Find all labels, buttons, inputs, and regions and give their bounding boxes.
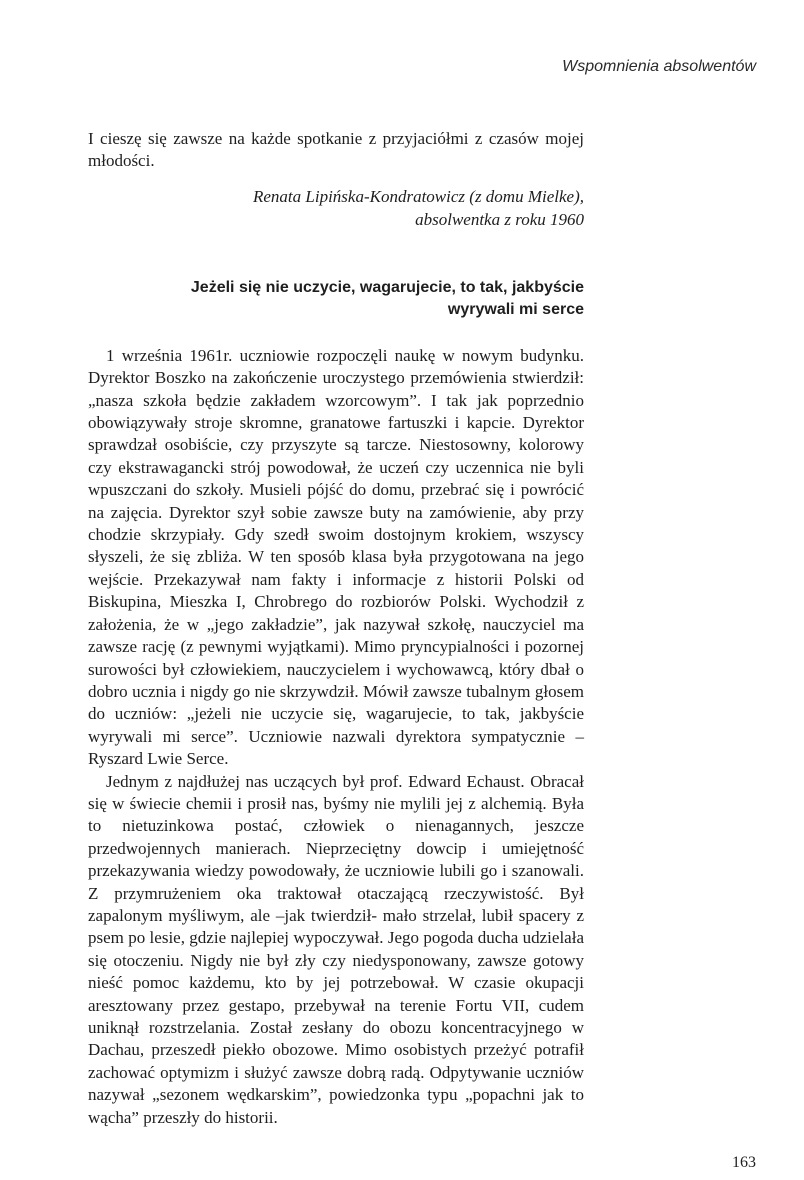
- body-paragraph-2: Jednym z najdłużej nas uczących był prof. Edward Echaust. Obracał się w świecie chemii i prosił nas, byśmy nie mylili jej z alchemią. Była to nietuzinkowa postać, człowiek o nienagannych, jeszcze przedwojennych manierach. Nieprzeciętny dowcip i umiejętność przekazywania wiedzy powodowały, że uczniowie lubili go i szanowali. Z przymrużeniem oka traktował otaczającą rzeczywistość. Był zapalonym myśliwym, ale –jak twierdził- mało strzelał, lubił spacery z psem po lesie, gdzie najlepiej wypoczywał. Jego pogoda ducha udzielała się otoczeniu. Nigdy nie był zły czy niedysponowany, zawsze gotowy nieść pomoc każdemu, kto by jej potrzebował. W czasie okupacji aresztowany przez gestapo, przebywał na terenie Fortu VII, cudem uniknął rozstrzelania. Został zesłany do obozu koncentracyjnego w Dachau, przeszedł piekło obozowe. Mimo osobistych przeżyć potrafił zachować optymizm i służyć zawsze dobrą radą. Odpytywanie uczniów nazywał „sezonem wędkarskim”, powiedzonka typu „popachni jak to wącha” przeszły do historii.: [88, 771, 584, 1127]
- section-heading: [88, 277, 584, 321]
- signature-name: Renata Lipińska-Kondratowicz (z domu Mielke),: [253, 186, 584, 206]
- signature-year: absolwentka z roku 1960: [415, 209, 584, 229]
- author-signature: [88, 185, 584, 231]
- page-content: [88, 128, 584, 1129]
- body-paragraph-1: 1 września 1961r. uczniowie rozpoczęli naukę w nowym budynku. Dyrektor Boszko na zakończenie uroczystego przemówienia stwierdził: „nasza szkoła będzie zakładem wzorcowym”. I tak jak poprzednio obowiązywały stroje skromne, granatowe fartuszki i kapcie. Dyrektor sprawdzał osobiście, czy przyszyte są tarcze. Niestosowny, kolorowy czy ekstrawagancki strój powodował, że uczeń czy uczennica nie byli wpuszczani do szkoły. Musieli pójść do domu, przebrać się i powrócić na zajęcia. Dyrektor szył sobie zawsze buty na zamówienie, aby przy chodzie skrzypiały. Gdy szedł swoim dostojnym krokiem, wszyscy słyszeli, że się zbliża. W ten sposób klasa była przygotowana na jego wejście. Przekazywał nam fakty i informacje z historii Polski od Biskupina, Mieszka I, Chrobrego do rozbiorów Polski. Wychodził z założenia, że w „jego zakładzie”, jak nazywał szkołę, nauczyciel ma zawsze rację (z pewnymi wyjątkami). Mimo pryncypialności i pozornej surowości był człowiekiem, nauczycielem i wychowawcą, który dbał o dobro ucznia i nigdy go nie skrzywdził. Mówił zawsze tubalnym głosem do uczniów: „jeżeli nie uczycie się, wagarujecie, to tak, jakbyście wyrywali mi serce”. Uczniowie nazwali dyrektora sympatycznie – Ryszard Lwie Serce.: [88, 345, 584, 769]
- running-header: Wspomnienia absolwentów: [562, 58, 756, 75]
- section-heading-line2: wyrywali mi serce: [447, 300, 584, 318]
- section-heading-line1: Jeżeli się nie uczycie, wagarujecie, to tak, jakbyście: [190, 278, 584, 296]
- intro-paragraph: I cieszę się zawsze na każde spotkanie z przyjaciółmi z czasów mojej młodości.: [88, 129, 584, 171]
- page-number: 163: [732, 1154, 756, 1171]
